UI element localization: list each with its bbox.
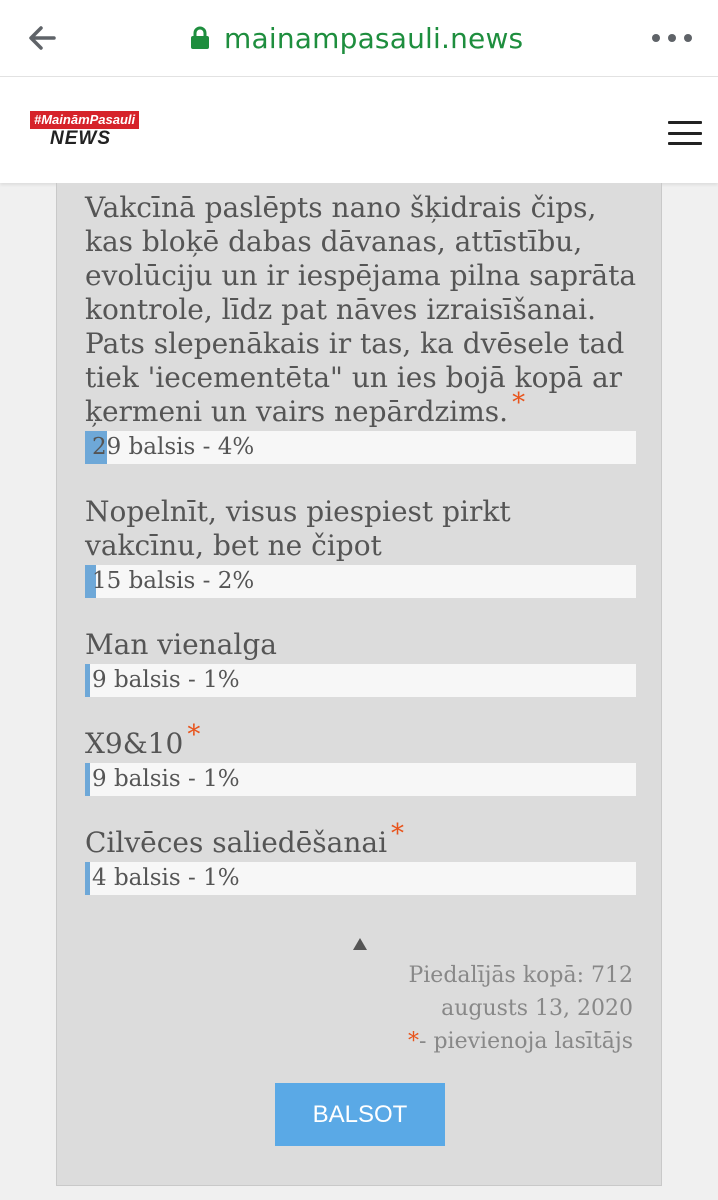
back-arrow-icon[interactable]: [26, 22, 58, 54]
result-bar: [85, 763, 636, 796]
url-text: mainampasauli.news: [224, 21, 524, 55]
site-header: [0, 77, 718, 183]
poll-option: [85, 719, 637, 796]
poll-option: [85, 818, 637, 895]
reader-added-marker: *: [512, 387, 526, 418]
legend-text: - pievienoja lasītājs: [419, 1029, 633, 1054]
result-label: 9 balsis - 1%: [92, 766, 240, 792]
poll-date: augusts 13, 2020: [441, 996, 633, 1021]
legend-asterisk: *: [408, 1029, 420, 1054]
poll-option: [85, 495, 637, 598]
reader-added-marker: *: [187, 719, 201, 750]
poll-results: [56, 183, 662, 1186]
option-label: Nopelnīt, visus piespiest pirkt vakcīnu, bet ne čipot: [85, 495, 511, 562]
reader-added-legend: [408, 1029, 633, 1054]
collapse-triangle-icon[interactable]: [353, 935, 367, 947]
result-bar: [85, 565, 636, 598]
vote-button[interactable]: BALSOT: [275, 1083, 445, 1146]
result-bar: [85, 862, 636, 895]
browser-bar: [0, 0, 718, 77]
total-voters: Piedalījās kopā: 712: [408, 963, 633, 988]
hamburger-menu-icon[interactable]: [668, 121, 702, 145]
result-bar-fill: [85, 862, 90, 895]
option-label: Cilvēces saliedēšanai: [85, 826, 388, 859]
result-bar: [85, 431, 636, 464]
result-label: 15 balsis - 2%: [92, 568, 255, 594]
poll-option: [85, 191, 637, 464]
address-bar[interactable]: [190, 18, 523, 58]
result-label: 4 balsis - 1%: [92, 865, 240, 891]
result-label: 29 balsis - 4%: [92, 434, 255, 460]
result-bar-fill: [85, 664, 90, 697]
option-label: Vakcīnā paslēpts nano šķidrais čips, kas bloķē dabas dāvanas, attīstību, evolūciju un ir iespējama pilna saprāta kontrole, līdz pat nāves izraisīšanai. Pats slepenākais ir tas, ka dvēsele tad tiek 'iecementēta" un ies bojā kopā ar ķermeni un vairs nepārdzims.: [85, 191, 637, 428]
result-bar-fill: [85, 763, 90, 796]
reader-added-marker: *: [391, 818, 405, 849]
site-logo[interactable]: [30, 111, 136, 149]
logo-news: NEWS: [50, 128, 111, 149]
lock-icon: [190, 26, 210, 50]
logo-tag: #MaināmPasauli: [30, 111, 139, 129]
result-label: 9 balsis - 1%: [92, 667, 240, 693]
option-label: X9&10: [85, 727, 184, 760]
result-bar: [85, 664, 636, 697]
option-label: Man vienalga: [85, 628, 277, 661]
poll-option: [85, 628, 637, 697]
more-vert-icon[interactable]: [652, 28, 692, 48]
